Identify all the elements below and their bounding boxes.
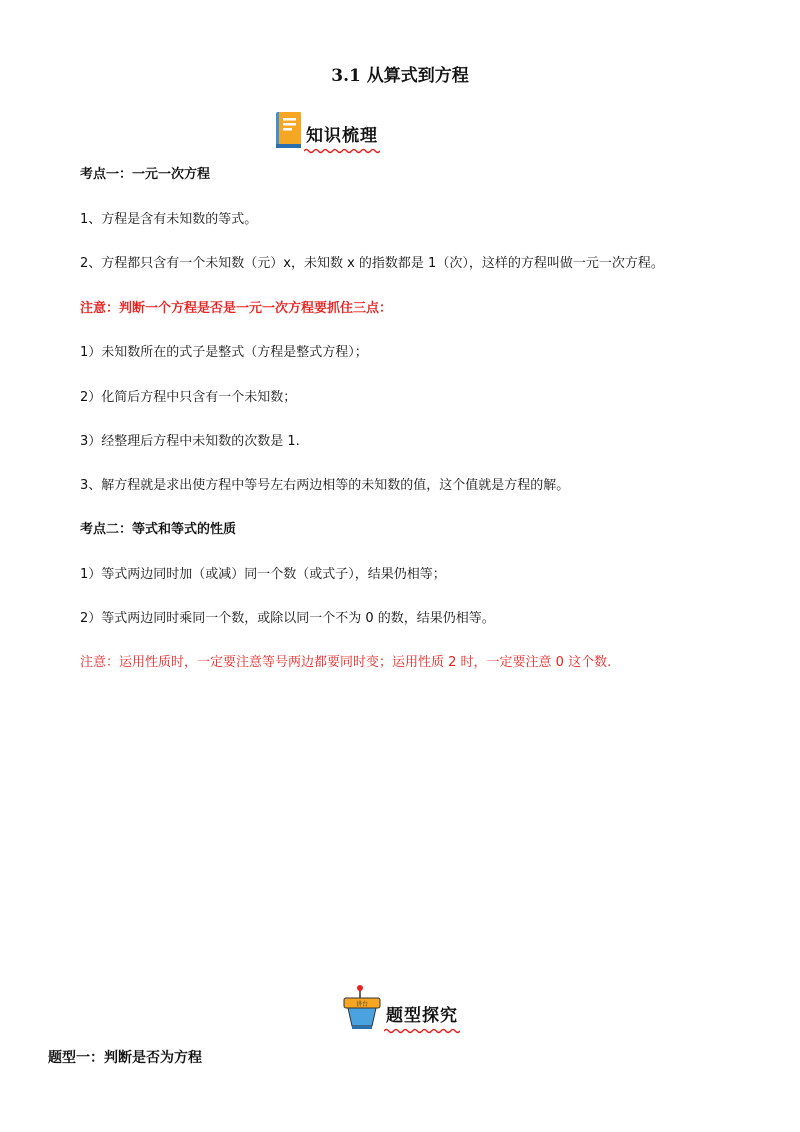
item-1: 1、方程是含有未知数的等式。 (80, 212, 258, 227)
property-1: 1）等式两边同时加（或减）同一个数（或式子），结果仍相等； (80, 567, 446, 582)
note-point-2: 2）化简后方程中只含有一个未知数； (80, 390, 297, 405)
property-2: 2）等式两边同时乘同一个数，或除以同一个不为 0 的数，结果仍相等。 (80, 611, 495, 626)
page-title: 3.1 从算式到方程 (331, 66, 469, 86)
note-point-1: 1）未知数所在的式子是整式（方程是整式方程）； (80, 345, 368, 360)
wavy-underline (304, 148, 380, 154)
note-2: 注意：运用性质时，一定要注意等号两边都要同时变；运用性质 2 时，一定要注意 0 这个数. (80, 655, 612, 670)
item-3: 3、解方程就是求出使方程中等号左右两边相等的未知数的值，这个值就是方程的解。 (80, 478, 570, 493)
book-icon (274, 110, 304, 150)
podium-icon (340, 980, 384, 1030)
note-point-3: 3）经整理后方程中未知数的次数是 1. (80, 434, 300, 449)
type1-heading: 题型一：判断是否为方程 (48, 1050, 202, 1066)
note-heading: 注意：判断一个方程是否是一元一次方程要抓住三点： (80, 301, 393, 316)
item-2: 2、方程都只含有一个未知数（元）x，未知数 x 的指数都是 1（次），这样的方程叫做一元一次方程。 (80, 256, 664, 271)
topic2-heading: 考点二：等式和等式的性质 (80, 522, 237, 537)
wavy-underline (384, 1028, 460, 1034)
exploration-banner (340, 980, 460, 1030)
exploration-banner-label: 题型探究 (384, 1001, 460, 1030)
podium-label: 讲台 (355, 1001, 369, 1008)
knowledge-banner-label: 知识梳理 (304, 121, 380, 150)
topic1-heading: 考点一：一元一次方程 (80, 167, 211, 182)
knowledge-banner (274, 110, 380, 150)
